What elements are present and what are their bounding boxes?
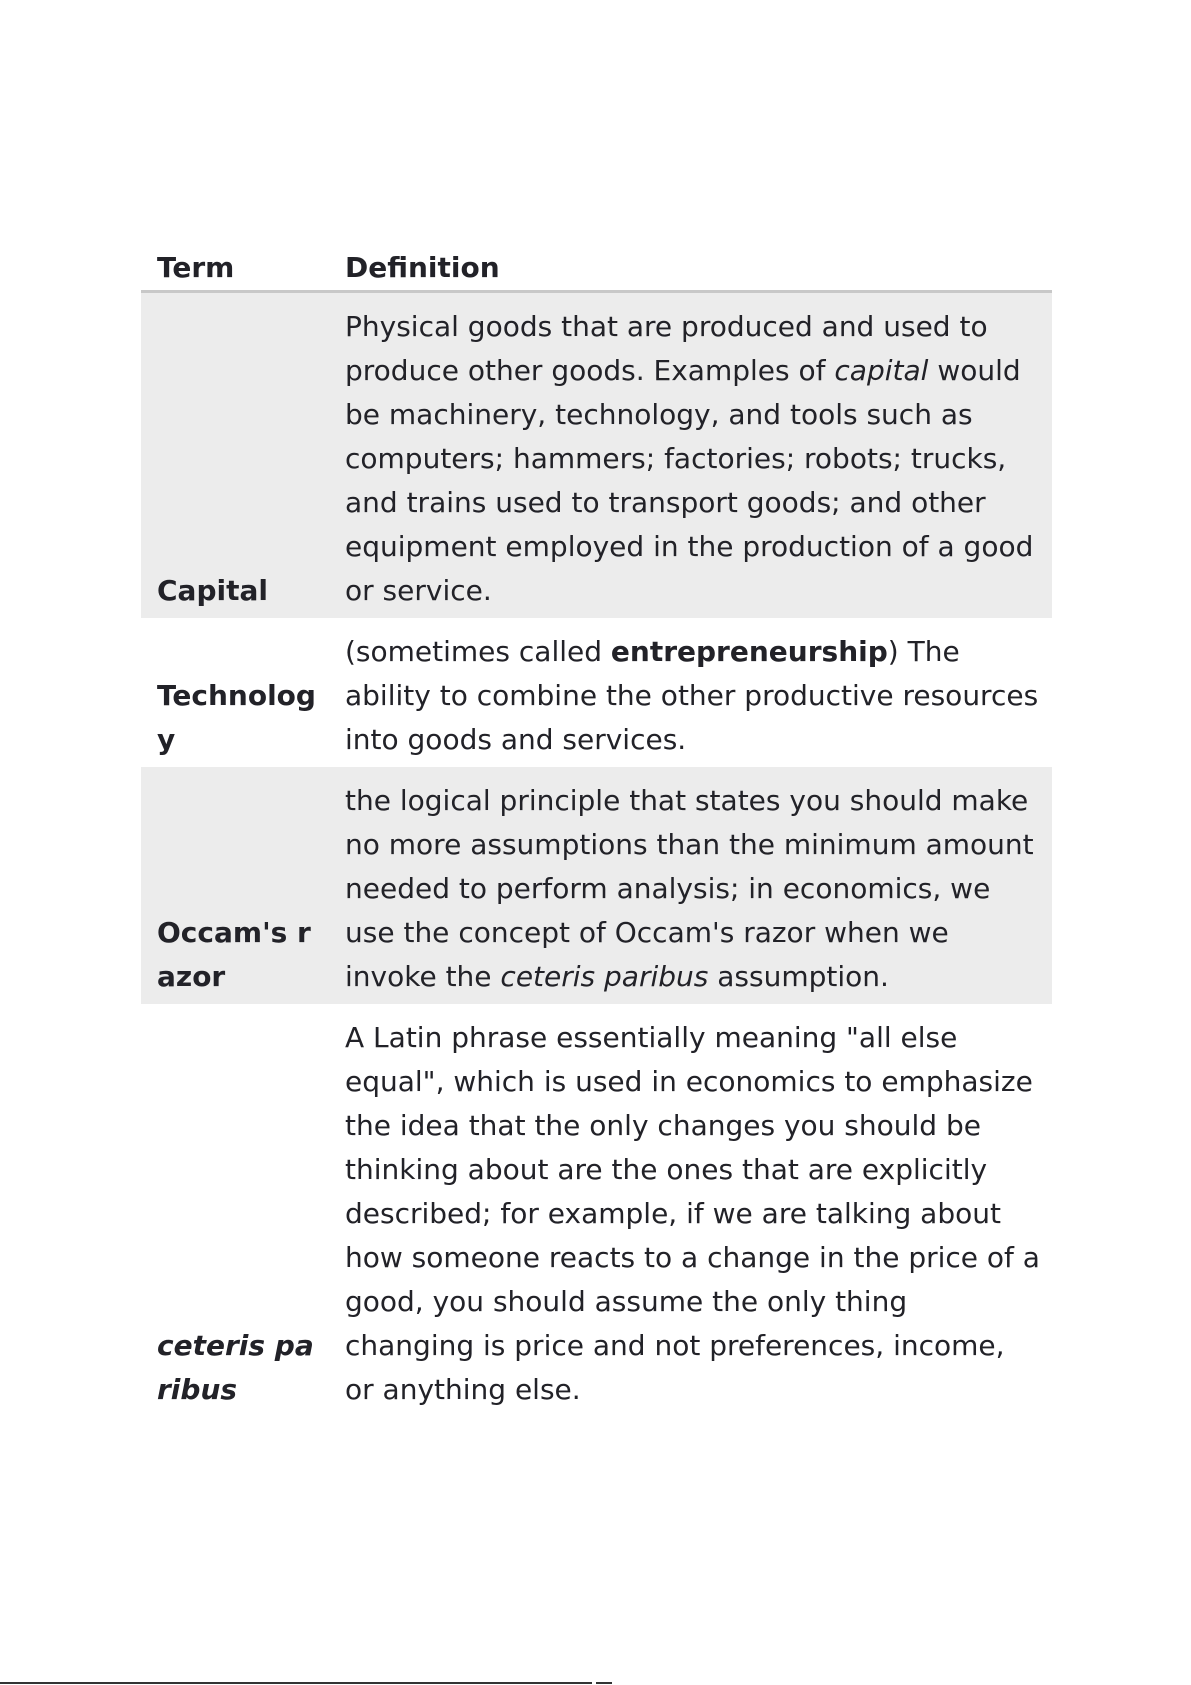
definition-cell — [329, 292, 1052, 619]
table-row — [141, 292, 1052, 619]
definition-cell — [329, 767, 1052, 1004]
definition-cell — [329, 1004, 1052, 1417]
page-bottom-rule — [0, 1682, 592, 1684]
definition-text: ) The ability to combine the other productive resources into goods and services. — [345, 635, 1039, 756]
definition-text: (sometimes called — [345, 635, 611, 668]
definition-emphasis: capital — [834, 354, 929, 387]
definition-text: the logical principle that states you should make no more assumptions than the minimum amount needed to perform analysis; in economics, we use the concept of Occam's razor when we invoke the — [345, 784, 1034, 993]
definition-column-header: Definition — [329, 238, 1052, 292]
page-bottom-mark — [596, 1682, 612, 1684]
definition-strong: entrepreneurship — [610, 635, 888, 668]
term-cell: Capital — [141, 292, 329, 619]
term-cell — [141, 1004, 329, 1417]
definition-text: would be machinery, technology, and tools such as computers; hammers; factories; robots; trucks, and trains used to transport goods; and other equipment employed in the production of a good or service. — [345, 354, 1034, 607]
term-italic: ceteris paribus — [157, 1329, 314, 1406]
term-column-header: Term — [141, 238, 329, 292]
definition-text: A Latin phrase essentially meaning "all else equal", which is used in economics to emphasize the idea that the only changes you should be thinking about are the ones that are explicitly described; for example, if we are talking about how someone reacts to a change in the price of a good, you should assume the only thing changing is price and not preferences, income, or anything else. — [345, 1021, 1040, 1406]
table-row — [141, 618, 1052, 767]
definition-text: assumption. — [708, 960, 889, 993]
table-row — [141, 1004, 1052, 1417]
glossary-table — [141, 238, 1052, 1417]
table-header-row — [141, 238, 1052, 292]
definition-emphasis: ceteris paribus — [500, 960, 709, 993]
definition-text: Physical goods that are produced and used to produce other goods. Examples of — [345, 310, 988, 387]
term-cell: Technology — [157, 679, 316, 756]
table-row — [141, 767, 1052, 1004]
term-cell: Occam's razor — [141, 767, 329, 1004]
definition-cell — [329, 618, 1052, 767]
